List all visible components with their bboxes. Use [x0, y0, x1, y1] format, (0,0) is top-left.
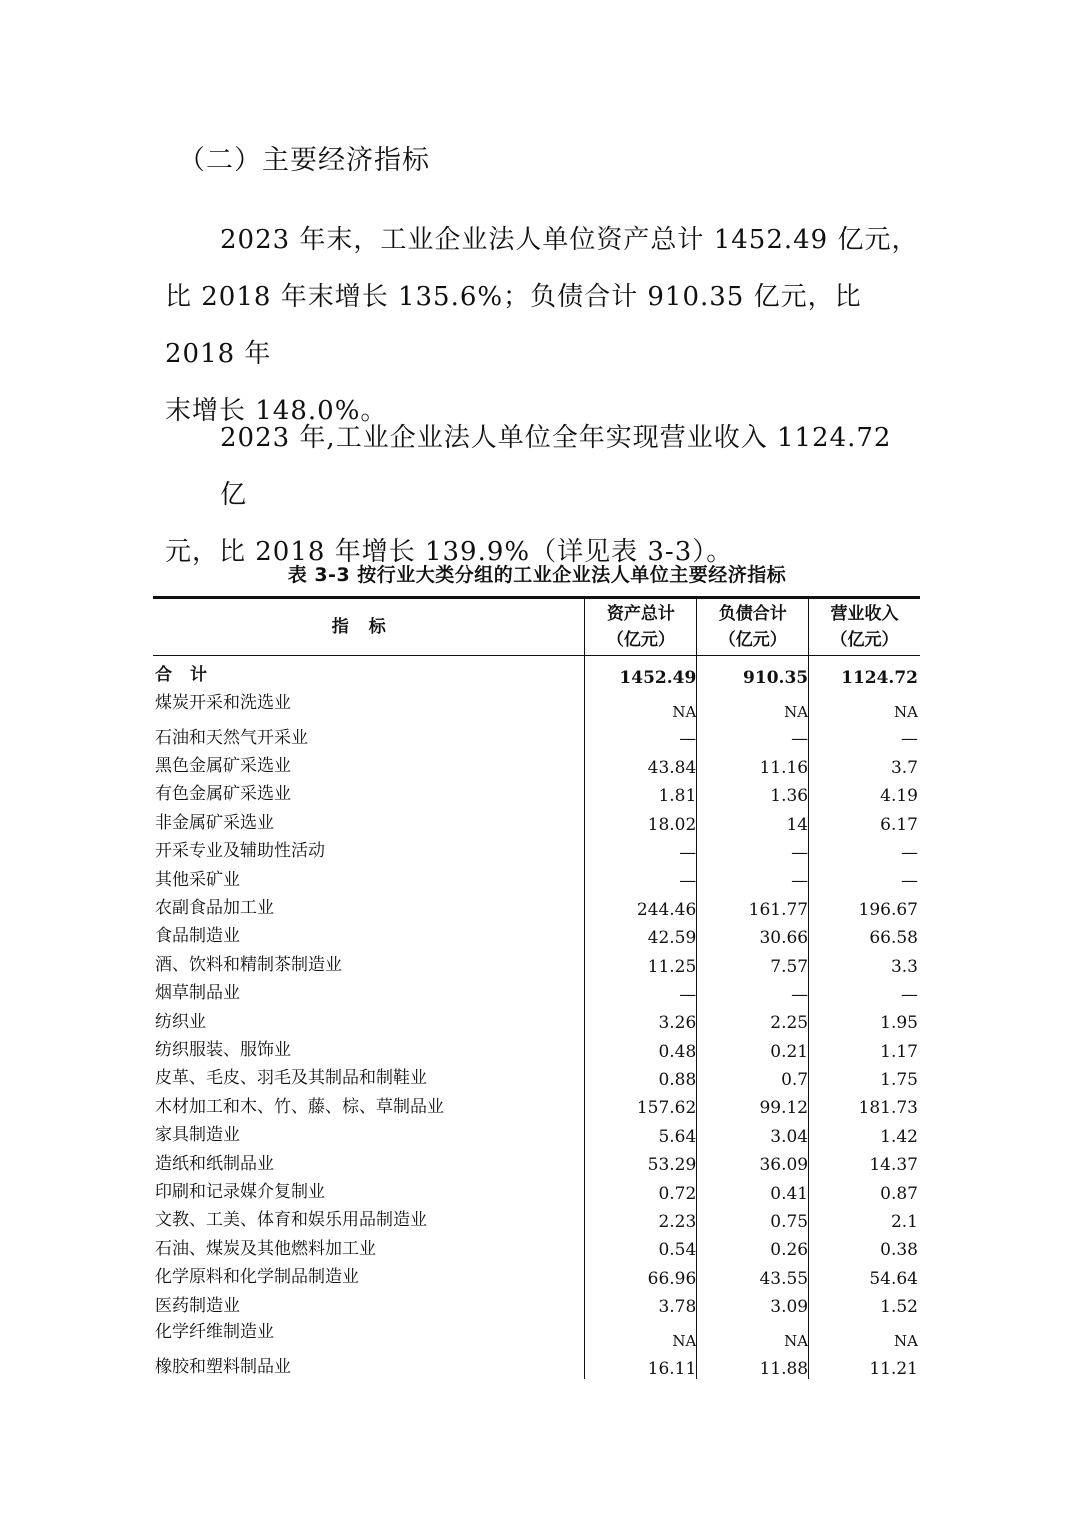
liabilities-value: 0.75: [697, 1204, 809, 1232]
table-row: [153, 1289, 920, 1317]
table-row: [153, 1005, 920, 1033]
table-row: [153, 891, 920, 919]
revenue-value: 6.17: [809, 806, 920, 834]
liabilities-value: 30.66: [697, 920, 809, 948]
table-row: [153, 1175, 920, 1203]
assets-value: —: [585, 835, 697, 863]
liabilities-header-unit: （亿元）: [718, 630, 787, 650]
assets-value: 1452.49: [585, 656, 697, 689]
revenue-value: 1.75: [809, 1062, 920, 1090]
industry-name: 石油和天然气开采业: [155, 727, 308, 748]
revenue-header: [809, 598, 920, 656]
assets-value: 3.78: [585, 1289, 697, 1317]
revenue-value: 1.52: [809, 1289, 920, 1317]
liabilities-value: 99.12: [697, 1090, 809, 1118]
paragraph-line: 2023 年末，工业企业法人单位资产总计 1452.49 亿元，: [220, 225, 919, 255]
table-row: [153, 806, 920, 834]
indicator-header: 指标: [153, 598, 585, 656]
assets-value: 42.59: [585, 920, 697, 948]
assets-value: —: [585, 863, 697, 891]
assets-value: 16.11: [585, 1350, 697, 1378]
industry-name: 橡胶和塑料制品业: [155, 1356, 291, 1377]
liabilities-header: [697, 598, 809, 656]
liabilities-value: 0.41: [697, 1175, 809, 1203]
assets-value: 18.02: [585, 806, 697, 834]
table-row: [153, 977, 920, 1005]
industry-name: 非金属矿采选业: [155, 812, 274, 833]
liabilities-value: 161.77: [697, 891, 809, 919]
table-body: [153, 656, 920, 1379]
liabilities-value: —: [697, 977, 809, 1005]
liabilities-header-label: 负债合计: [718, 604, 787, 624]
revenue-header-unit: （亿元）: [830, 630, 899, 650]
revenue-value: 54.64: [809, 1260, 920, 1288]
revenue-paragraph: [165, 410, 925, 581]
revenue-value: NA: [809, 688, 920, 721]
table-row: [153, 1317, 920, 1350]
liabilities-value: —: [697, 863, 809, 891]
table-row: [153, 749, 920, 777]
industry-name: 造纸和纸制品业: [155, 1153, 274, 1174]
table-title: 表 3-3 按行业大类分组的工业企业法人单位主要经济指标: [287, 564, 787, 586]
liabilities-value: 1.36: [697, 778, 809, 806]
liabilities-value: 36.09: [697, 1147, 809, 1175]
liabilities-value: 2.25: [697, 1005, 809, 1033]
assets-value: —: [585, 721, 697, 749]
revenue-value: 1.42: [809, 1118, 920, 1146]
industry-name: 有色金属矿采选业: [155, 784, 291, 805]
industry-name: 黑色金属矿采选业: [155, 756, 291, 777]
liabilities-value: 11.88: [697, 1350, 809, 1378]
revenue-value: —: [809, 721, 920, 749]
table-row: [153, 863, 920, 891]
assets-value: 11.25: [585, 948, 697, 976]
table-header-row: [153, 598, 920, 656]
liabilities-value: 0.26: [697, 1232, 809, 1260]
assets-liabilities-paragraph: [165, 212, 925, 440]
liabilities-value: 43.55: [697, 1260, 809, 1288]
industry-name: 家具制造业: [155, 1125, 240, 1146]
table-row: [153, 835, 920, 863]
industry-name: 烟草制品业: [155, 983, 240, 1004]
revenue-value: 0.87: [809, 1175, 920, 1203]
industry-name: 皮革、毛皮、羽毛及其制品和制鞋业: [155, 1068, 427, 1089]
assets-value: NA: [585, 688, 697, 721]
table-row: [153, 1090, 920, 1118]
revenue-value: 2.1: [809, 1204, 920, 1232]
industry-name: 开采专业及辅助性活动: [155, 841, 325, 862]
assets-value: 157.62: [585, 1090, 697, 1118]
liabilities-value: 11.16: [697, 749, 809, 777]
liabilities-value: 3.04: [697, 1118, 809, 1146]
assets-header-unit: （亿元）: [606, 630, 675, 650]
liabilities-value: —: [697, 835, 809, 863]
table-row: [153, 1204, 920, 1232]
liabilities-value: 14: [697, 806, 809, 834]
table-row: [153, 721, 920, 749]
assets-header-label: 资产总计: [606, 604, 675, 624]
table-row: [153, 1033, 920, 1061]
assets-value: 3.26: [585, 1005, 697, 1033]
industry-name: 合计: [155, 664, 225, 685]
paragraph-line: 比 2018 年末增长 135.6%；负债合计 910.35 亿元，比 2018 年: [165, 282, 862, 369]
revenue-value: 14.37: [809, 1147, 920, 1175]
assets-value: —: [585, 977, 697, 1005]
table-row: [153, 1062, 920, 1090]
revenue-value: NA: [809, 1317, 920, 1350]
assets-value: 0.72: [585, 1175, 697, 1203]
assets-value: 244.46: [585, 891, 697, 919]
table-row: [153, 1232, 920, 1260]
assets-value: 43.84: [585, 749, 697, 777]
industry-name: 木材加工和木、竹、藤、棕、草制品业: [155, 1096, 444, 1117]
industry-name: 文教、工美、体育和娱乐用品制造业: [155, 1210, 427, 1231]
table-row: [153, 1118, 920, 1146]
liabilities-value: —: [697, 721, 809, 749]
assets-value: NA: [585, 1317, 697, 1350]
industry-name: 化学纤维制造业: [155, 1322, 274, 1343]
assets-value: 66.96: [585, 1260, 697, 1288]
economic-indicators-table: [153, 596, 920, 1379]
industry-name: 石油、煤炭及其他燃料加工业: [155, 1238, 376, 1259]
table-row: [153, 1260, 920, 1288]
liabilities-value: 910.35: [697, 656, 809, 689]
liabilities-value: 7.57: [697, 948, 809, 976]
paragraph-line: 元，比 2018 年增长 139.9%（详见表 3-3）。: [165, 537, 734, 567]
table-total-row: [153, 656, 920, 689]
revenue-value: 181.73: [809, 1090, 920, 1118]
revenue-value: 4.19: [809, 778, 920, 806]
industry-name: 印刷和记录媒介复制业: [155, 1181, 325, 1202]
liabilities-value: 3.09: [697, 1289, 809, 1317]
industry-name: 其他采矿业: [155, 869, 240, 890]
assets-value: 0.54: [585, 1232, 697, 1260]
industry-name: 煤炭开采和洗选业: [155, 693, 291, 713]
revenue-value: 1.17: [809, 1033, 920, 1061]
assets-value: 2.23: [585, 1204, 697, 1232]
liabilities-value: NA: [697, 1317, 809, 1350]
revenue-value: —: [809, 835, 920, 863]
revenue-value: —: [809, 863, 920, 891]
revenue-value: 1.95: [809, 1005, 920, 1033]
assets-value: 5.64: [585, 1118, 697, 1146]
table-row: [153, 920, 920, 948]
assets-header: [585, 598, 697, 656]
assets-value: 0.48: [585, 1033, 697, 1061]
section-heading: （二）主要经济指标: [178, 145, 430, 176]
paragraph-line: 末增长 148.0%。: [165, 396, 388, 426]
revenue-value: 1124.72: [809, 656, 920, 689]
industry-name: 食品制造业: [155, 926, 240, 947]
table-row: [153, 1350, 920, 1378]
liabilities-value: NA: [697, 688, 809, 721]
revenue-value: 66.58: [809, 920, 920, 948]
assets-value: 0.88: [585, 1062, 697, 1090]
revenue-value: 11.21: [809, 1350, 920, 1378]
liabilities-value: 0.21: [697, 1033, 809, 1061]
table-row: [153, 688, 920, 721]
liabilities-value: 0.7: [697, 1062, 809, 1090]
revenue-value: 196.67: [809, 891, 920, 919]
table-row: [153, 778, 920, 806]
revenue-header-label: 营业收入: [830, 604, 899, 624]
revenue-value: 3.3: [809, 948, 920, 976]
revenue-value: 3.7: [809, 749, 920, 777]
assets-value: 1.81: [585, 778, 697, 806]
paragraph-line: 2023 年,工业企业法人单位全年实现营业收入 1124.72 亿: [220, 423, 892, 510]
table-row: [153, 948, 920, 976]
industry-name: 纺织业: [155, 1011, 206, 1032]
revenue-value: —: [809, 977, 920, 1005]
industry-name: 化学原料和化学制品制造业: [155, 1267, 359, 1288]
revenue-value: 0.38: [809, 1232, 920, 1260]
industry-name: 纺织服装、服饰业: [155, 1039, 291, 1060]
industry-name: 酒、饮料和精制茶制造业: [155, 954, 342, 975]
table-row: [153, 1147, 920, 1175]
assets-value: 53.29: [585, 1147, 697, 1175]
industry-name: 农副食品加工业: [155, 898, 274, 919]
industry-name: 医药制造业: [155, 1295, 240, 1316]
